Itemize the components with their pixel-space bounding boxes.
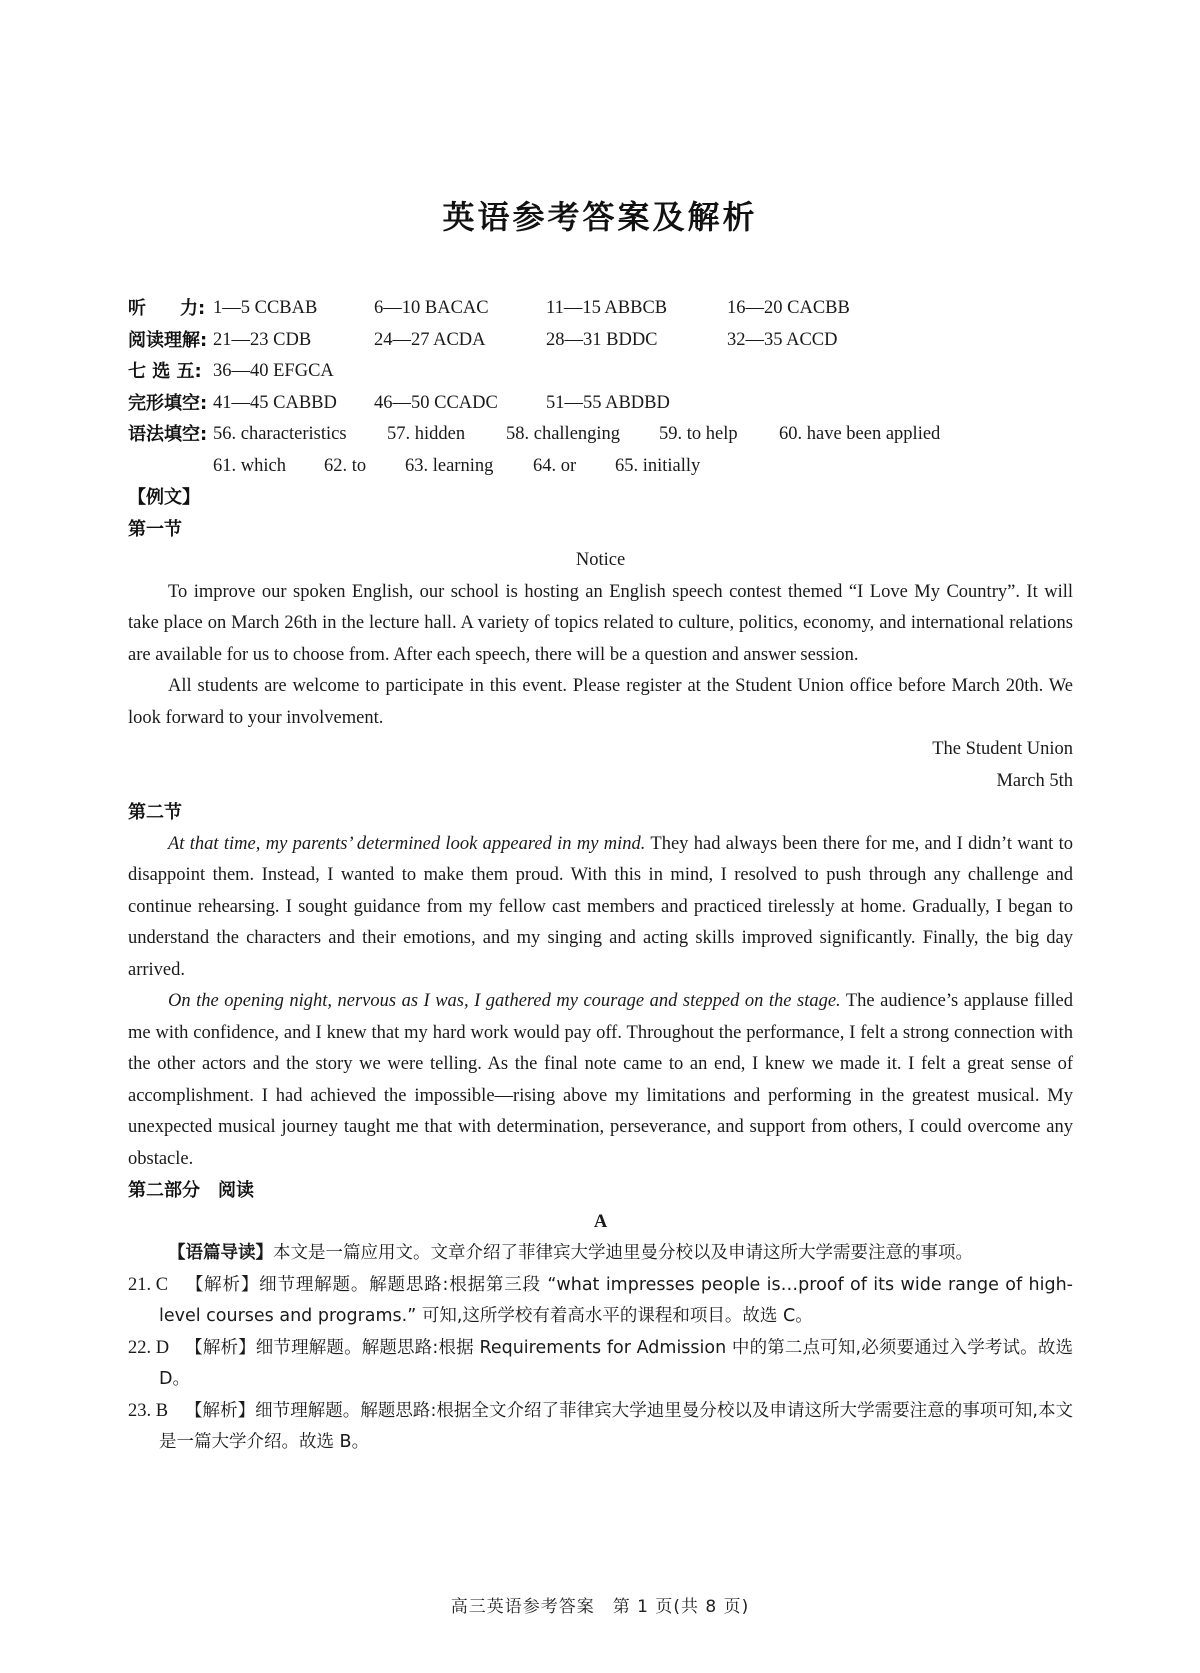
intro-label: 【语篇导读】 <box>168 1243 273 1263</box>
listening-label-b: 力: <box>180 298 206 319</box>
explanation-item <box>128 1396 1073 1459</box>
notice-date: March 5th <box>996 770 1073 791</box>
item-number: 22. D <box>128 1337 170 1358</box>
listening-label-a: 听 <box>128 298 146 319</box>
answer-group: 61. which <box>213 455 286 476</box>
story-paragraph-2-opening: On the opening night, nervous as I was, I gathered my courage and stepped on the stage. <box>168 991 841 1011</box>
answer-group: 58. challenging <box>506 424 621 444</box>
grammar-label: 语法填空: <box>128 424 208 445</box>
answer-group: 51—55 ABDBD <box>546 392 670 413</box>
notice-title: Notice <box>575 550 626 570</box>
answer-group: 65. initially <box>615 455 701 476</box>
answer-group: 36—40 EFGCA <box>213 361 334 381</box>
explanation-item <box>128 1270 1073 1333</box>
item-number: 21. C <box>128 1274 169 1295</box>
answers-grammar-row2 <box>128 451 1073 483</box>
answer-group: 56. characteristics <box>213 424 347 444</box>
part2-heading: 第二部分 阅读 <box>128 1180 254 1201</box>
answer-group: 64. or <box>533 455 577 476</box>
story-paragraph-1 <box>128 829 1073 987</box>
item-number: 23. B <box>128 1400 169 1421</box>
answer-group: 41—45 CABBD <box>213 392 337 413</box>
item-text: 【解析】细节理解题。解题思路:根据 Requirements for Admission 中的第二点可知,必须要通过入学考试。故选 D。 <box>159 1337 1073 1389</box>
section1-heading: 第一节 <box>128 518 182 540</box>
notice-paragraph-2: All students are welcome to participate in this event. Please register at the Student Union office before March 20th. We look forward to your involvement. <box>128 676 1073 728</box>
item-text: 【解析】细节理解题。解题思路:根据全文介绍了菲律宾大学迪里曼分校以及申请这所大学需要注意的事项可知,本文是一篇大学介绍。故选 B。 <box>159 1400 1073 1452</box>
answer-group: 11—15 ABBCB <box>546 298 668 318</box>
page-content <box>128 293 1073 1459</box>
explanation-item <box>128 1333 1073 1396</box>
answers-grammar-row1 <box>128 419 1073 451</box>
story-paragraph-2-body: The audience’s applause filled me with confidence, and I knew that my hard work would pay off. Throughout the performance, I felt a strong connection with the other actors and the story we were telling. As the final note came to an end, I knew we made it. I felt a great sense of accomplishment. I had achieved the impossible—rising above my limitations and performing in the greatest musical. My unexpected musical journey taught me that with determination, perseverance, and support from others, I could overcome any obstacle. <box>128 991 1073 1169</box>
answers-reading <box>128 325 1073 357</box>
answer-group: 16—20 CACBB <box>727 298 850 318</box>
passage-label: A <box>593 1211 608 1232</box>
reading-label: 阅读理解: <box>128 329 208 351</box>
story-paragraph-1-body: They had always been there for me, and I didn’t want to disappoint them. Instead, I wanted to make them proud. With this in mind, I resolved to push through any challenge and continue rehearsing. I sought guidance from my fellow cast members and practiced tirelessly at home. Gradually, I began to understand the characters and their emotions, and my singing and acting skills improved significantly. Finally, the big day arrived. <box>128 833 1073 980</box>
notice-paragraph-1: To improve our spoken English, our school is hosting an English speech contest themed “I Love My Country”. It will take place on March 26th in the lecture hall. A variety of topics related to culture, politics, economy, and international relations are available for us to choose from. After each speech, there will be a question and answer session. <box>128 581 1073 665</box>
answer-group: 28—31 BDDC <box>546 329 658 350</box>
notice-signature: The Student Union <box>932 739 1073 759</box>
section2-heading: 第二节 <box>128 802 182 823</box>
answers-seven-five <box>128 356 1073 388</box>
page-title: 英语参考答案及解析 <box>442 198 758 236</box>
answer-group: 62. to <box>324 455 367 476</box>
answer-group: 1—5 CCBAB <box>213 298 318 318</box>
answer-group: 59. to help <box>659 424 738 444</box>
seven-five-label: 七 选 五: <box>128 361 202 382</box>
answers-listening <box>128 293 1073 325</box>
item-text: 【解析】细节理解题。解题思路:根据第三段 “what impresses people is…proof of its wide range of high-level courses and programs.” 可知,这所学校有着高水平的课程和项目。故选 C。 <box>159 1274 1073 1326</box>
passage-intro <box>128 1238 1073 1270</box>
page-footer: 高三英语参考答案 第 1 页(共 8 页) <box>450 1597 750 1617</box>
example-label: 【例文】 <box>128 487 200 508</box>
answers-cloze <box>128 388 1073 420</box>
answer-group: 46—50 CCADC <box>374 392 498 413</box>
cloze-label: 完形填空: <box>128 392 208 414</box>
intro-text: 本文是一篇应用文。文章介绍了菲律宾大学迪里曼分校以及申请这所大学需要注意的事项。 <box>273 1243 973 1263</box>
answer-group: 21—23 CDB <box>213 329 312 350</box>
answer-group: 60. have been applied <box>779 424 941 444</box>
answer-group: 63. learning <box>405 455 494 476</box>
answer-group: 57. hidden <box>387 424 466 444</box>
story-paragraph-2 <box>128 986 1073 1175</box>
story-paragraph-1-opening: At that time, my parents’ determined look appeared in my mind. <box>168 833 646 854</box>
answer-group: 24—27 ACDA <box>374 329 486 350</box>
answer-group: 6—10 BACAC <box>374 298 489 318</box>
answer-group: 32—35 ACCD <box>727 329 838 350</box>
